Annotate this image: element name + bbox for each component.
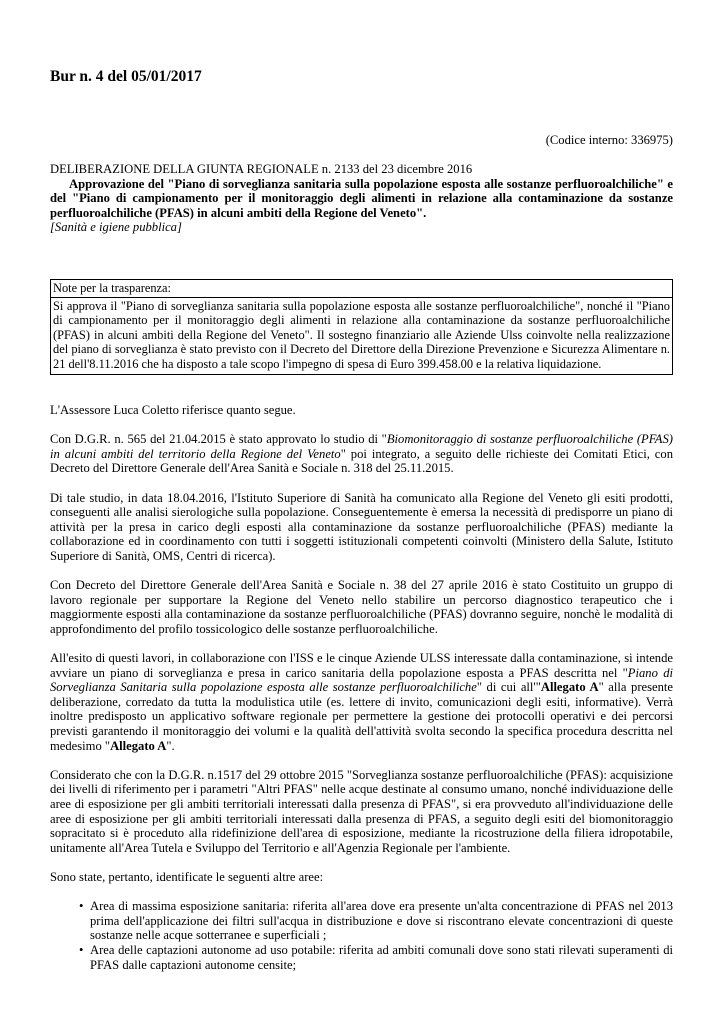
allegato-a-bold: Allegato A — [110, 738, 167, 753]
allegato-a-bold: Allegato A — [540, 680, 599, 695]
internal-code: (Codice interno: 336975) — [545, 133, 673, 147]
list-item-text: Area di massima esposizione sanitaria: riferita all'area dove era presente un'alta concentrazione di PFAS nel 2013 prima dell'applicazione dei filtri sull'acqua in distribuzione e dove si riscontrano elevate concentrazioni di queste sostanze nelle acque sotterranee e superficiali ; — [90, 899, 673, 943]
paragraph-iss-results: Di tale studio, in data 18.04.2016, l'Istituto Superiore di Sanità ha comunicato alla Regione del Veneto gli esiti prodotti, conseguenti alle analisi sierologiche sulla popolazione. Conseguentemente è emersa la necessità di predisporre un piano di attività per la presa in carico degli esposti alla contaminazione da sostanze perfluoroalchiliche (PFAS) mediante la collaborazione ed in coordinamento con tutti i soggetti istituzionali competenti coinvolti (Ministero della Salute, Istituto Superiore di Sanità, OMS, Centri di ricerca). — [50, 490, 673, 563]
list-item — [79, 899, 673, 943]
bullet-icon: • — [79, 942, 84, 957]
paragraph-areas-intro: Sono state, pertanto, identificate le seguenti altre aree: — [50, 870, 324, 884]
text-run: " di cui all'" — [476, 680, 541, 695]
paragraph-piano-sorveglianza — [50, 651, 673, 753]
document-body — [50, 403, 673, 972]
text-run: All'esito di questi lavori, in collaborazione con l'ISS e le cinque Aziende ULSS interessate dalla contaminazione, si intende avviare un piano di sorveglianza e presa in carico sanitaria della popolazione esposta a PFAS descritta nel " — [50, 651, 673, 680]
bullet-icon: • — [79, 899, 84, 914]
transparency-notes-label: Note per la trasparenza: — [51, 280, 672, 298]
list-item — [79, 942, 673, 972]
text-run: " alla presente deliberazione, corredato da tutta la modulistica utile (es. lettere di invito, comunicazioni degli esiti, informative). Verrà inoltre predisposto un applicativo software regionale per permettere la gestione dei protocolli operativi e dei percorsi previsti garantendo il monitoraggio dei volumi e la qualità dell'attività svolta secondo la specifica procedura descritta nel medesimo " — [50, 680, 674, 753]
paragraph-decreto-38: Con Decreto del Direttore Generale dell'Area Sanità e Sociale n. 38 del 27 aprile 2016 è stato Costituito un gruppo di lavoro regionale per supportare la Regione del Veneto nello stabilire un percorso diagnostico terapeutico che i maggiormente esposti alla contaminazione da sostanze perfluoroalchiliche (PFAS) dovranno seguire, nonchè le modalità di approfondimento del profilo tossicologico delle sostanze perfluoroalchiliche. — [50, 578, 673, 636]
text-run: ". — [166, 738, 175, 753]
list-item-text: Area delle captazioni autonome ad uso potabile: riferita ad ambiti comunali dove sono stati rilevati superamenti di PFAS dalle captazioni autonome censite; — [90, 942, 673, 972]
deliberation-header — [50, 162, 673, 235]
study-title-italic: Biomonitoraggio di sostanze perfluoroalchiliche (PFAS) in alcuni ambiti del territorio della Regione del Veneto — [50, 432, 673, 461]
transparency-notes-body: Si approva il "Piano di sorveglianza sanitaria sulla popolazione esposta alle sostanze perfluoroalchiliche", nonché il "Piano di campionamento per il monitoraggio degli alimenti in relazione alla contaminazione da sostanze perfluoroalchiliche (PFAS) in alcuni ambiti della Regione del Veneto". Il sostegno finanziario alle Aziende Ulss coinvolte nella realizzazione del piano di sorveglianza è stato previsto con il Decreto del Direttore della Direzione Prevenzione e Sicurezza Alimentare n. 21 dell'8.11.2016 che ha disposto a tale scopo l'impegno di spesa di Euro 399.458.00 e la relativa liquidazione. — [53, 298, 670, 371]
plan-title-italic: Piano di Sorveglianza Sanitaria sulla popolazione esposta alle sostanze perfluoroalchiliche — [50, 665, 673, 695]
paragraph-assessore: L'Assessore Luca Coletto riferisce quanto segue. — [50, 403, 296, 417]
text-run: " poi integrato, a seguito delle richieste dei Comitati Etici, con Decreto del Direttore Generale dell'Area Sanità e Sociale n. 318 del 25.11.2015. — [50, 446, 673, 476]
deliberation-number: DELIBERAZIONE DELLA GIUNTA REGIONALE n. 2133 del 23 dicembre 2016 — [50, 162, 473, 176]
paragraph-dgr-1517: Considerato che con la D.G.R. n.1517 del 29 ottobre 2015 "Sorveglianza sostanze perfluoroalchiliche (PFAS): acquisizione dei livelli di riferimento per i parametri "Altri PFAS" nelle acque destinate al consumo umano, nonché individuazione delle aree di esposizione per gli ambiti territoriali interessati dalla presenza di PFAS", si era provveduto all'individuazione delle aree di esposizione per gli ambiti territoriali interessati dalla presenza di PFAS, a seguito degli esiti del biomonitoraggio sopracitato si è proceduto alla ridefinizione dell'area di esposizione, mediante la ricostruzione della filiera idropotabile, unitamente all'Area Tutela e Sviluppo del Territorio e all'Agenzia Regionale per l'ambiente. — [50, 767, 673, 855]
paragraph-dgr-565 — [50, 432, 673, 476]
bulletin-title: Bur n. 4 del 05/01/2017 — [50, 68, 202, 85]
deliberation-title: Approvazione del "Piano di sorveglianza sanitaria sulla popolazione esposta alle sostanze perfluoroalchiliche" e del "Piano di campionamento per il monitoraggio degli alimenti in relazione alla contaminazione da sostanze perfluoroalchiliche (PFAS) in alcuni ambiti della Regione del Veneto". — [50, 176, 673, 220]
transparency-notes-box — [50, 279, 673, 375]
text-run: Con D.G.R. n. 565 del 21.04.2015 è stato approvato lo studio di " — [50, 432, 387, 447]
subject-tag: [Sanità e igiene pubblica] — [50, 220, 182, 235]
areas-list — [50, 899, 673, 972]
